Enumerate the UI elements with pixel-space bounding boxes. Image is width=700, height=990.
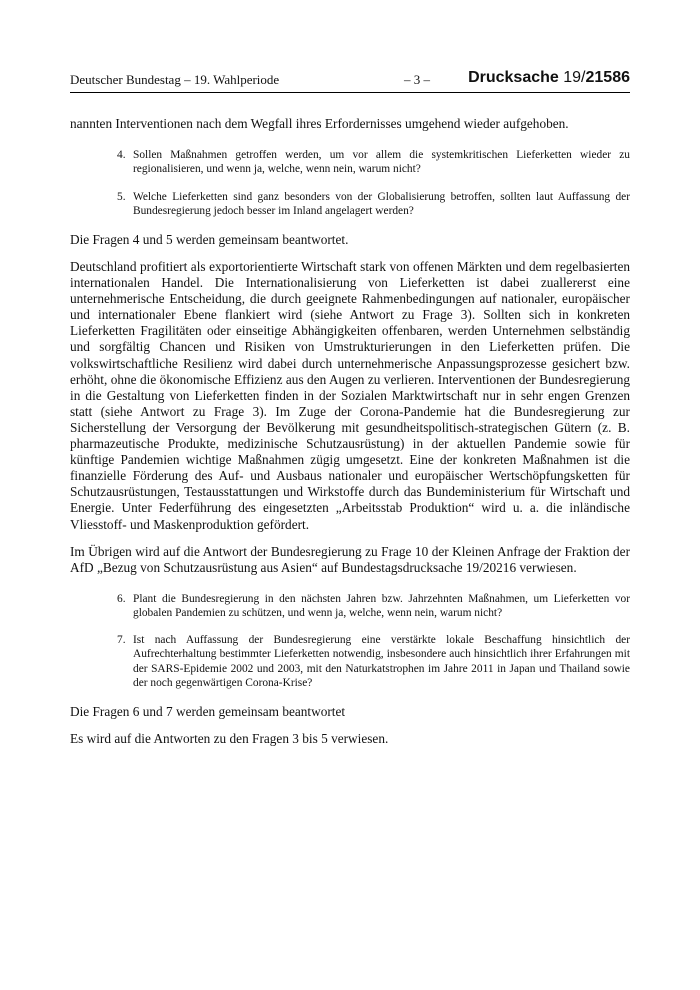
question-number: 5.: [117, 190, 126, 203]
intro-paragraph: nannten Interventionen nach dem Wegfall ihres Erfordernisses umgehend wieder aufgehoben.: [70, 116, 569, 131]
question-text: Sollen Maßnahmen getroffen werden, um vor allem die systemkritischen Lieferketten wieder zu regionalisieren, und wenn ja, welche, wenn nein, warum nicht?: [133, 149, 630, 176]
document-body: [70, 116, 630, 758]
question-text: Ist nach Auffassung der Bundesregierung eine verstärkte lokale Beschaffung hinsichtlich der Aufrechterhaltung bestimmter Lieferketten notwendig, insbesondere auch hinsichtlich ihrer Erfahrungen mit der SARS-Epidemie 2002 und 2003, mit den Naturkatstrophen im Jahre 2011 in Japan und Thailand sowie der noch gegenwärtigen Corona-Krise?: [133, 634, 630, 689]
question-text: Plant die Bundesregierung in den nächsten Jahren bzw. Jahrzehnten Maßnahmen, um Lieferketten vor globalen Pandemien zu schützen, und wenn ja, welche, wenn nein, warum nicht?: [133, 592, 630, 619]
question-number: 4.: [117, 149, 126, 162]
document-number-main: 21586: [585, 69, 630, 86]
document-number: [468, 69, 630, 87]
question-5: [117, 190, 630, 218]
joint-answer-note-4-5: Die Fragen 4 und 5 werden gemeinsam beantwortet.: [70, 231, 349, 247]
question-6: [117, 592, 630, 620]
document-number-label: Drucksache: [468, 69, 559, 86]
header-parliament: Deutscher Bundestag – 19. Wahlperiode: [70, 72, 280, 87]
question-number: 6.: [117, 592, 126, 605]
reference-paragraph: Im Übrigen wird auf die Antwort der Bundesregierung zu Frage 10 der Kleinen Anfrage der Fraktion der AfD „Bezug von Schutzausrüstung aus Asien“ auf Bundestagsdrucksache 19/20216 verwiesen.: [70, 543, 630, 575]
question-7: [117, 633, 630, 690]
question-4: [117, 148, 630, 176]
joint-answer-note-6-7: Die Fragen 6 und 7 werden gemeinsam beantwortet: [70, 704, 346, 719]
question-number: 7.: [117, 634, 126, 647]
page-number: – 3 –: [404, 72, 430, 87]
answer-6-7-paragraph: Es wird auf die Antworten zu den Fragen 3 bis 5 verwiesen.: [70, 731, 389, 747]
answer-4-5-paragraph: Deutschland profitiert als exportorientierte Wirtschaft stark von offenen Märkten und dem regelbasierten internationalen Handel. Die Internationalisierung von Lieferketten ist dabei zuallererst eine unternehmerische Entscheidung, die durch geeignete Rahmenbedingungen auf nationaler, europäischer und internationaler Ebene flankiert wird (siehe Antwort zu Frage 3). Sollten sich in konkreten Lieferketten Fragilitäten oder einseitige Abhängigkeiten offenbaren, werden Unternehmen selbständig und sorgfältig Chancen und Risiken von Umstrukturierungen in den Lieferketten prüfen. Die volkswirtschaftliche Resilienz wird dabei durch unternehmerische Anpassungsprozesse gesichert bzw. erhöht, ohne die ökonomische Effizienz aus den Augen zu verlieren. Interventionen der Bundesregierung in die Gestaltung von Lieferketten finden in der Sozialen Marktwirtschaft nur in sehr engen Grenzen statt (siehe Antwort zu Frage 3). Im Zuge der Corona-Pandemie hat die Bundesregierung zur Sicherstellung der Versorgung der Bevölkerung mit gesundheitspolitisch-strategischen Gütern (z. B. pharmazeutische Produkte, medizinische Schutzausrüstung) in der aktuellen Pandemie sowie für künftige Pandemien wichtige Maßnahmen zügig umgesetzt. Eine der konkreten Maßnahmen ist die finanzielle Förderung des Auf- und Ausbaus nationaler und europäischer Wertschöpfungsketten für Schutzausrüstungen, Testausstattungen und Wirkstoffe durch das Bundeministerium für Wirtschaft und Energie. Unter Federführung des eingesetzten „Arbeitsstab Produktion“ wird u. a. die inländische Vliesstoff- und Maskenproduktion gefördert.: [70, 259, 630, 532]
question-text: Welche Lieferketten sind ganz besonders von der Globalisierung betroffen, sollten laut Auffassung der Bundesregierung jedoch besser im Inland angelagert werden?: [133, 190, 630, 217]
document-number-prefix: 19/: [563, 69, 586, 86]
page-header: [70, 70, 630, 93]
